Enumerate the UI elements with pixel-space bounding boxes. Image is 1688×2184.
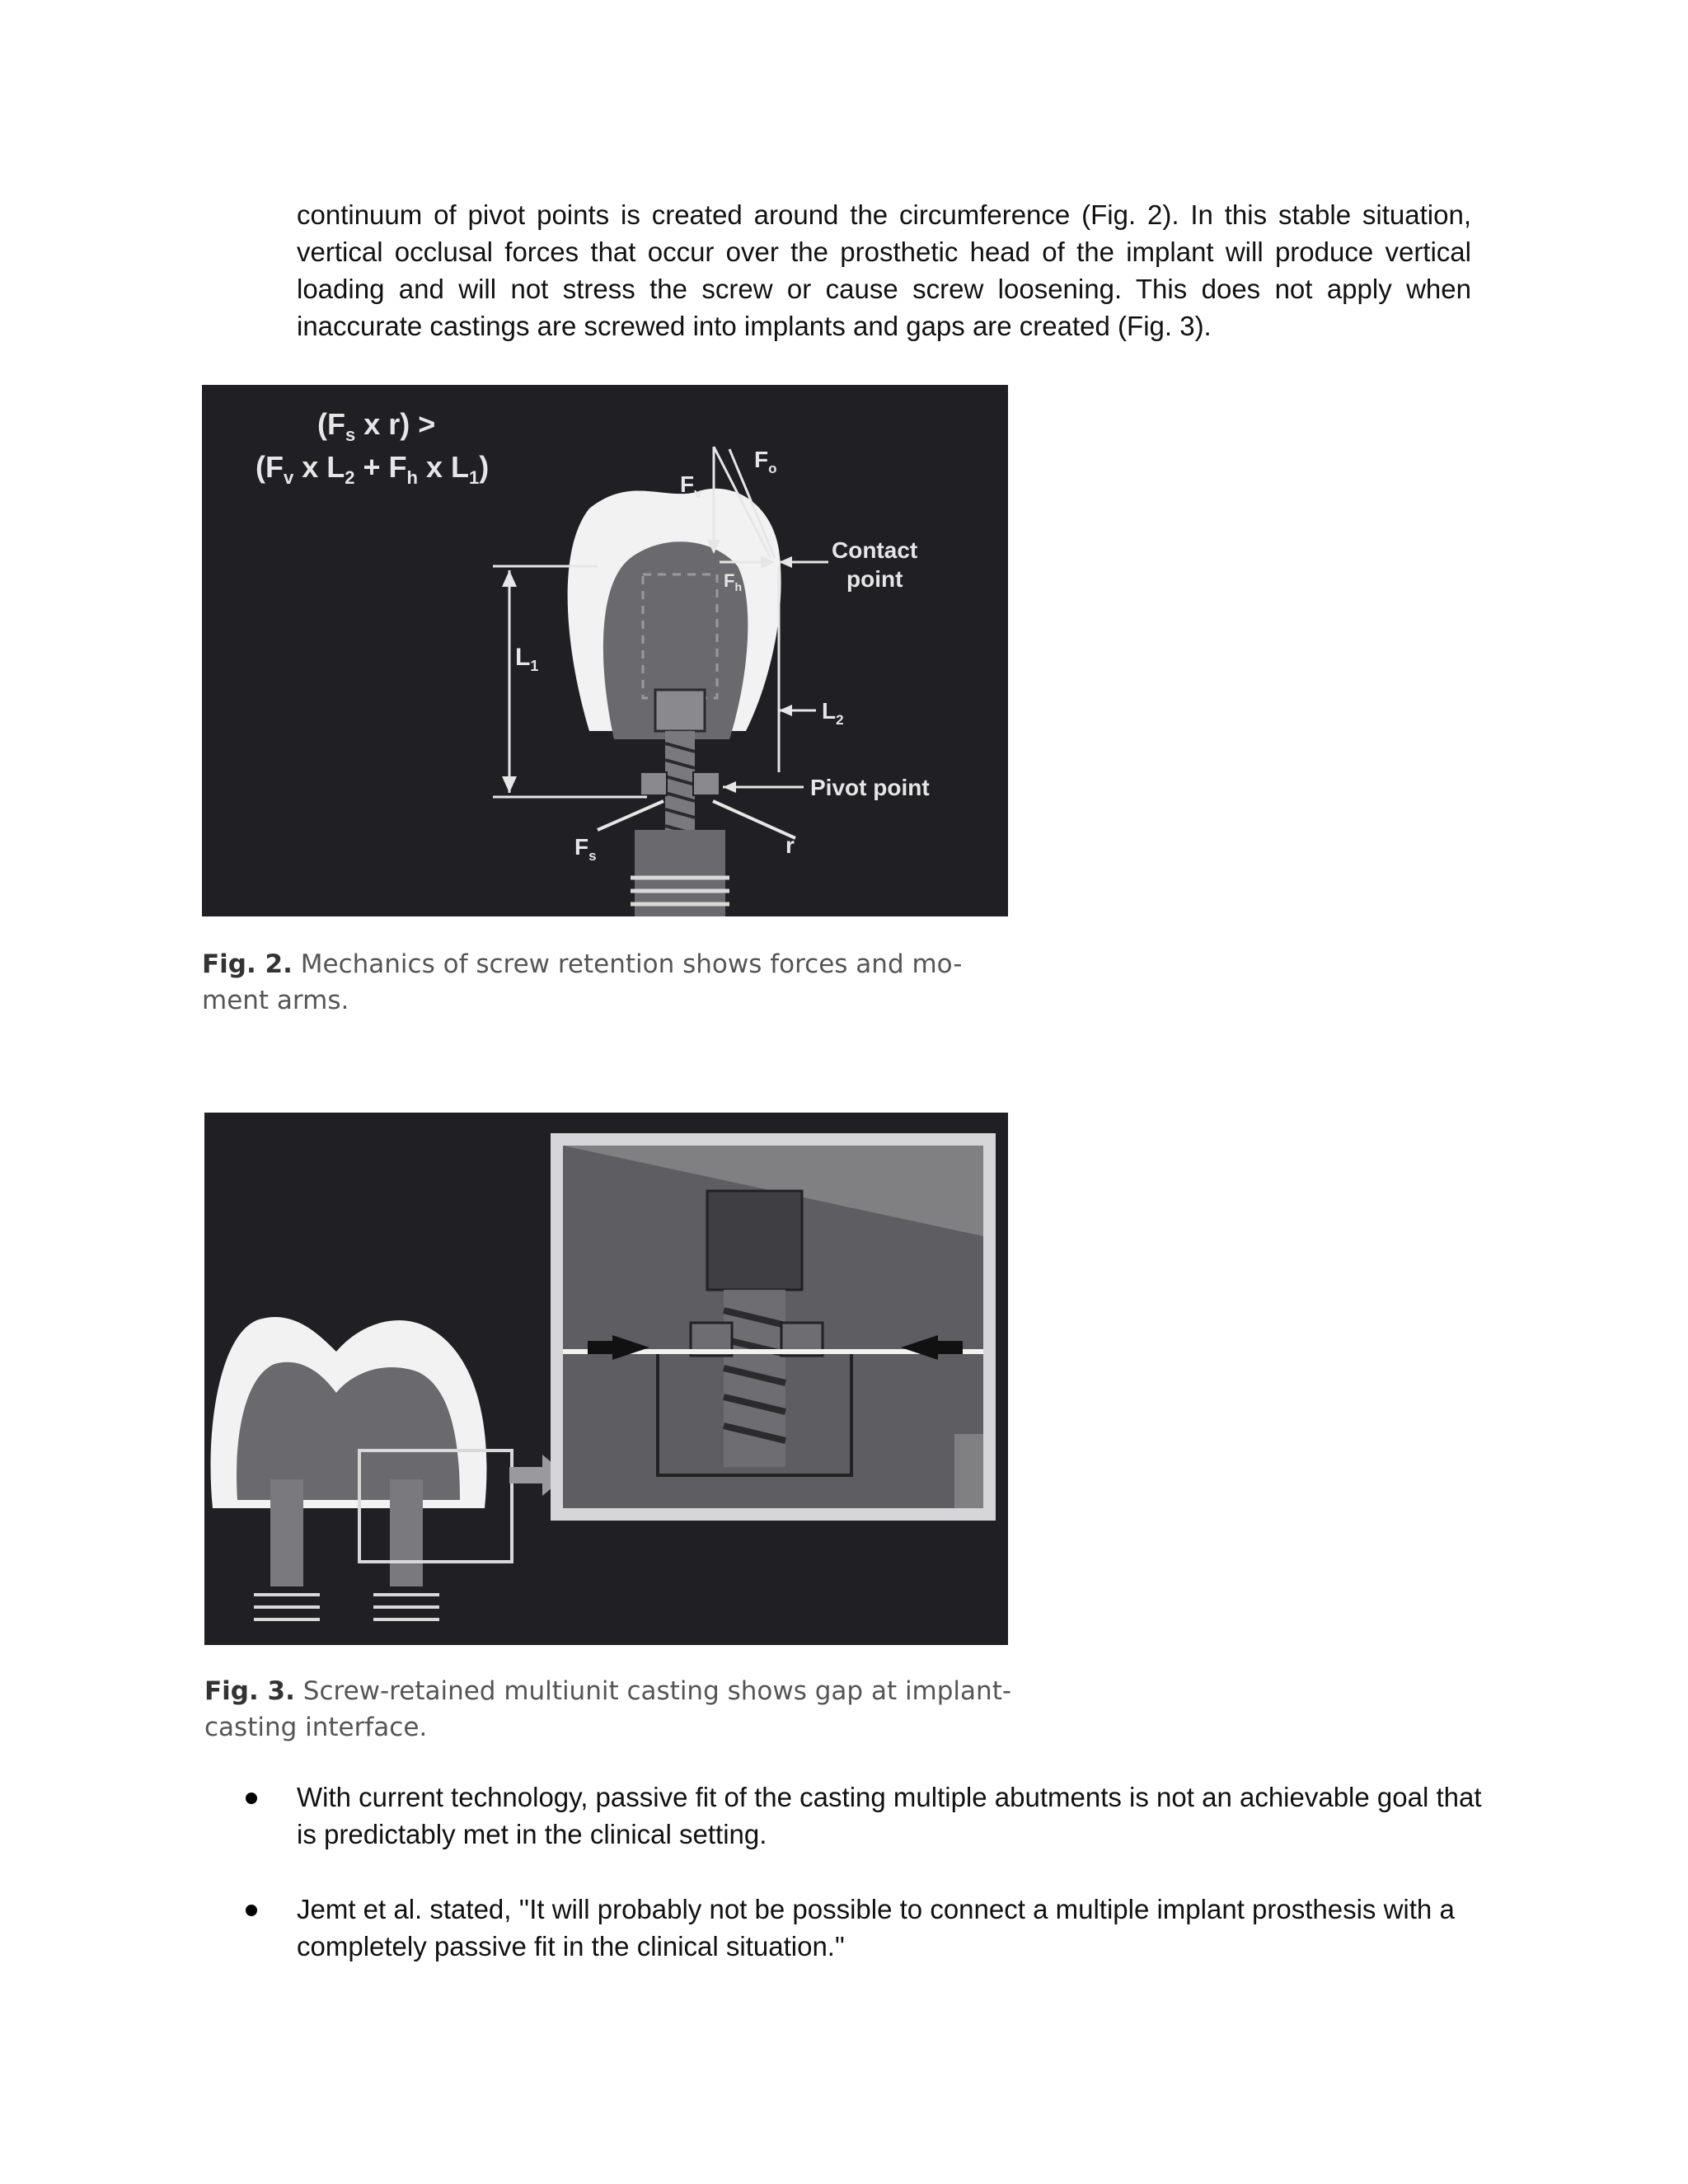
zoom-screw-head	[707, 1191, 802, 1290]
label-contact-line-2: point	[846, 566, 903, 592]
label-r: r	[785, 832, 795, 858]
pivot-block-right	[693, 772, 720, 795]
figure-2-caption	[202, 946, 1018, 1019]
bullet-list	[239, 1779, 1492, 2003]
equation-line-2: ($F_v$ x $L_2 + F_h$ x $L_1$)	[256, 450, 490, 488]
pivot-block-left	[640, 772, 667, 795]
gap-arrow-left-tail	[588, 1341, 617, 1354]
multiunit-casting-diagram	[204, 1113, 1008, 1645]
bullet-item	[239, 1891, 1492, 1965]
figure-3-caption-label: Fig. 3.	[204, 1676, 295, 1706]
label-fv: $F_v$	[680, 471, 702, 501]
equation-line-1: ($F_s$ x r) >	[317, 407, 436, 445]
bullet-item	[239, 1779, 1492, 1853]
label-contact-line-1: Contact	[832, 537, 918, 563]
figure-2	[202, 385, 1008, 916]
bullet-text: With current technology, passive fit of the casting multiple abutments is not an achievable goal that is predictably met in the clinical setting.	[297, 1782, 1482, 1849]
figure-3-caption	[204, 1673, 1020, 1746]
label-fo: $F_o$	[754, 447, 777, 476]
implant-2	[390, 1479, 423, 1586]
label-l2: $L_2$	[822, 698, 844, 728]
figure-2-caption-text: Mechanics of screw retention shows forces and mo- ment arms.	[202, 949, 963, 1015]
label-fs: $F_s$	[574, 834, 597, 864]
bullet-dot	[246, 1905, 257, 1916]
body-paragraph: continuum of pivot points is created around the circumference (Fig. 2). In this stable situation, vertical occlusal forces that occur over the prosthetic head of the implant will produce vertical loading and will not stress the screw or cause screw loosening. This does not apply when inaccurate castings are screwed into implants and gaps are created (Fig. 3).	[297, 199, 1471, 341]
implant-1	[270, 1479, 303, 1586]
gap-arrow-right-tail	[934, 1341, 963, 1354]
label-fh: $F_h$	[724, 570, 743, 593]
screw-retention-diagram	[202, 385, 1008, 916]
figure-2-caption-label: Fig. 2.	[202, 949, 293, 979]
label-l1: $L_1$	[515, 644, 539, 674]
label-pivot-point: Pivot point	[810, 775, 930, 800]
screw-head	[655, 690, 705, 731]
multiunit-coping	[237, 1362, 460, 1500]
figure-3	[204, 1113, 1008, 1645]
bullet-dot	[246, 1793, 257, 1804]
bullet-text: Jemt et al. stated, ''It will probably not be possible to connect a multiple implant prosthesis with a completely passive fit in the clinical situation."	[297, 1894, 1455, 1961]
figure-3-caption-text: Screw-retained multiunit casting shows gap at implant- casting interface.	[204, 1676, 1012, 1742]
